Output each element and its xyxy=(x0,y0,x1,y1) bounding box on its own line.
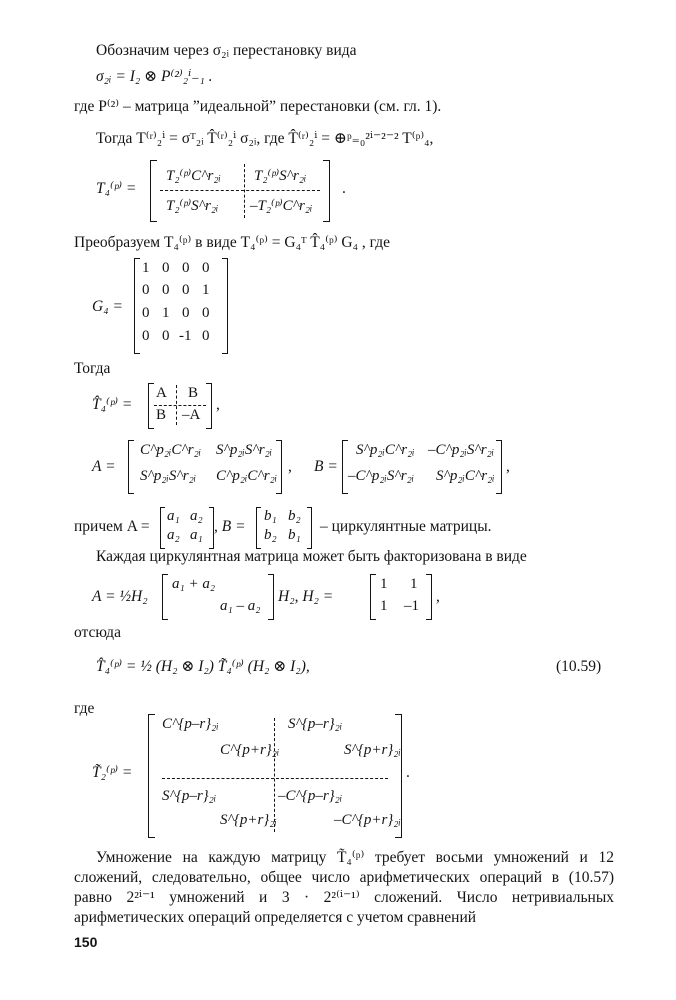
T4hat-21: B xyxy=(156,407,167,423)
H2-12: 1 xyxy=(410,576,418,592)
T4hat-22: –A xyxy=(182,407,201,423)
text-B-eq: , B = xyxy=(214,518,246,535)
T4-cell-21: T₂⁽ᵖ⁾S^r₂ᵢ xyxy=(166,198,219,214)
T2t-s3: S^{p–r}₂ᵢ xyxy=(162,788,217,804)
label-G4: G₄ = xyxy=(92,298,123,315)
comma-2: , xyxy=(288,458,292,475)
a-22: a₁ xyxy=(190,527,203,543)
period-1: . xyxy=(342,180,346,197)
comma-4: , xyxy=(436,588,440,605)
text-gde: где xyxy=(74,700,95,717)
G4-44: 0 xyxy=(202,328,210,344)
period-2: . xyxy=(406,764,410,781)
G4-14: 0 xyxy=(202,260,210,276)
G4-32: 1 xyxy=(162,305,170,321)
G4-11: 1 xyxy=(142,260,150,276)
label-A: A = xyxy=(92,458,116,475)
G4-34: 0 xyxy=(202,305,210,321)
matrix-A xyxy=(128,440,282,494)
G4-33: 0 xyxy=(182,305,190,321)
equation-number: (10.59) xyxy=(556,658,602,675)
H2-21: 1 xyxy=(380,598,388,614)
Afact-11: a₁ + a₂ xyxy=(172,576,216,592)
T2t-c3: –C^{p–r}₂ᵢ xyxy=(278,788,343,804)
text-prichem: причем A = xyxy=(74,518,150,535)
T2t-c2: C^{p+r}₂ᵢ xyxy=(220,742,280,758)
label-T4: T₄⁽ᵖ⁾ = xyxy=(96,180,137,197)
a-12: a₂ xyxy=(190,508,203,524)
T4-cell-11: T₂⁽ᵖ⁾C^r₂ᵢ xyxy=(166,168,221,184)
B-22: S^p₂ᵢC^r₂ᵢ xyxy=(436,468,495,484)
G4-43: -1 xyxy=(179,328,192,344)
b-11: b₁ xyxy=(264,508,277,524)
comma-1: , xyxy=(216,396,220,413)
page-number: 150 xyxy=(74,934,98,950)
T2t-c1: C^{p–r}₂ᵢ xyxy=(162,716,219,732)
text-line-6: Преобразуем T₄⁽ᵖ⁾ в виде T₄⁽ᵖ⁾ = G₄ᵀ T̂₄⁽ᵖ⁾ G₄ , где xyxy=(74,234,390,251)
a-11: a₁ xyxy=(167,508,180,524)
text-circulant: – циркулянтные матрицы. xyxy=(320,518,492,535)
b-22: b₁ xyxy=(288,527,301,543)
B-12: –C^p₂ᵢS^r₂ᵢ xyxy=(428,442,495,458)
G4-22: 0 xyxy=(162,282,170,298)
G4-13: 0 xyxy=(182,260,190,276)
T4-cell-22: –T₂⁽ᵖ⁾C^r₂ᵢ xyxy=(250,198,313,214)
formula-H2: H₂, H₂ = xyxy=(278,588,334,605)
T2t-s1: S^{p–r}₂ᵢ xyxy=(288,716,343,732)
formula-sigma: σ₂ᵢ = I₂ ⊗ P⁽²⁾₂ⁱ₋₁ . xyxy=(96,68,213,85)
label-T4hat: T̂₄⁽ᵖ⁾ = xyxy=(92,396,133,413)
G4-31: 0 xyxy=(142,305,150,321)
b-21: b₂ xyxy=(264,527,277,543)
matrix-G4 xyxy=(134,258,228,354)
A-11: C^p₂ᵢC^r₂ᵢ xyxy=(140,442,202,458)
matrix-Afact xyxy=(162,574,274,620)
label-B: B = xyxy=(314,458,338,475)
A-12: S^p₂ᵢS^r₂ᵢ xyxy=(216,442,273,458)
A-21: S^p₂ᵢS^r₂ᵢ xyxy=(140,468,197,484)
T4-cell-12: T₂⁽ᵖ⁾S^r₂ᵢ xyxy=(254,168,307,184)
text-line-3: где P⁽²⁾ – матрица ”идеальной” перестановки (см. гл. 1). xyxy=(74,98,442,115)
text-otsyuda: отсюда xyxy=(74,624,121,641)
T2t-c4: –C^{p+r}₂ᵢ xyxy=(334,812,401,828)
matrix-B xyxy=(342,440,502,494)
text-factor: Каждая циркулянтная матрица может быть факторизована в виде xyxy=(96,548,527,565)
Afact-22: a₁ – a₂ xyxy=(220,598,261,614)
matrix-a xyxy=(160,507,214,549)
matrix-H2 xyxy=(370,574,432,620)
matrix-T4hat xyxy=(148,383,212,429)
G4-41: 0 xyxy=(142,328,150,344)
formula-tolda: Тогда T⁽ʳ⁾₂ⁱ = σᵀ₂ᵢ T̂⁽ʳ⁾₂ⁱ σ₂ᵢ, где T̂⁽ʳ⁾₂ⁱ = ⊕ᵖ₌₀²ⁱ⁻²⁻² T⁽ᵖ⁾₄, xyxy=(96,130,434,147)
G4-23: 0 xyxy=(182,282,190,298)
G4-24: 1 xyxy=(202,282,210,298)
body-paragraph: Умножение на каждую матрицу T̃₄⁽ᵖ⁾ требует восьми умножений и 12 сложений, следовательно, общее число арифметических операций в (10.57) равно 2²ⁱ⁻¹ умножений и 3 · 2²⁽ⁱ⁻¹⁾ сложений. Число нетривиальных арифметических операций определяется с учетом сравнений xyxy=(74,849,614,926)
G4-12: 0 xyxy=(162,260,170,276)
text-line-1: Обозначим через σ₂ᵢ перестановку вида xyxy=(96,42,357,59)
matrix-b xyxy=(256,507,312,549)
G4-21: 0 xyxy=(142,282,150,298)
formula-10-59: T̂₄⁽ᵖ⁾ = ½ (H₂ ⊗ I₂) T̃₄⁽ᵖ⁾ (H₂ ⊗ I₂), xyxy=(96,658,310,675)
B-11: S^p₂ᵢC^r₂ᵢ xyxy=(356,442,415,458)
T2t-s2: S^{p+r}₂ᵢ xyxy=(344,742,401,758)
H2-11: 1 xyxy=(380,576,388,592)
a-21: a₂ xyxy=(167,527,180,543)
comma-3: , xyxy=(506,458,510,475)
A-22: C^p₂ᵢC^r₂ᵢ xyxy=(216,468,278,484)
H2-22: –1 xyxy=(404,598,419,614)
formula-A-fact: A = ½H₂ xyxy=(92,588,148,605)
text-tolda: Тогда xyxy=(74,360,111,377)
label-T2tilde: T̃₂⁽ᵖ⁾ = xyxy=(92,764,133,781)
matrix-T4 xyxy=(150,160,330,222)
T4hat-11: A xyxy=(156,385,167,401)
matrix-T2tilde xyxy=(148,714,402,838)
G4-42: 0 xyxy=(162,328,170,344)
b-12: b₂ xyxy=(288,508,301,524)
T4hat-12: B xyxy=(188,385,199,401)
B-21: –C^p₂ᵢS^r₂ᵢ xyxy=(348,468,415,484)
T2t-s4: S^{p+r}₂ᵢ xyxy=(220,812,277,828)
